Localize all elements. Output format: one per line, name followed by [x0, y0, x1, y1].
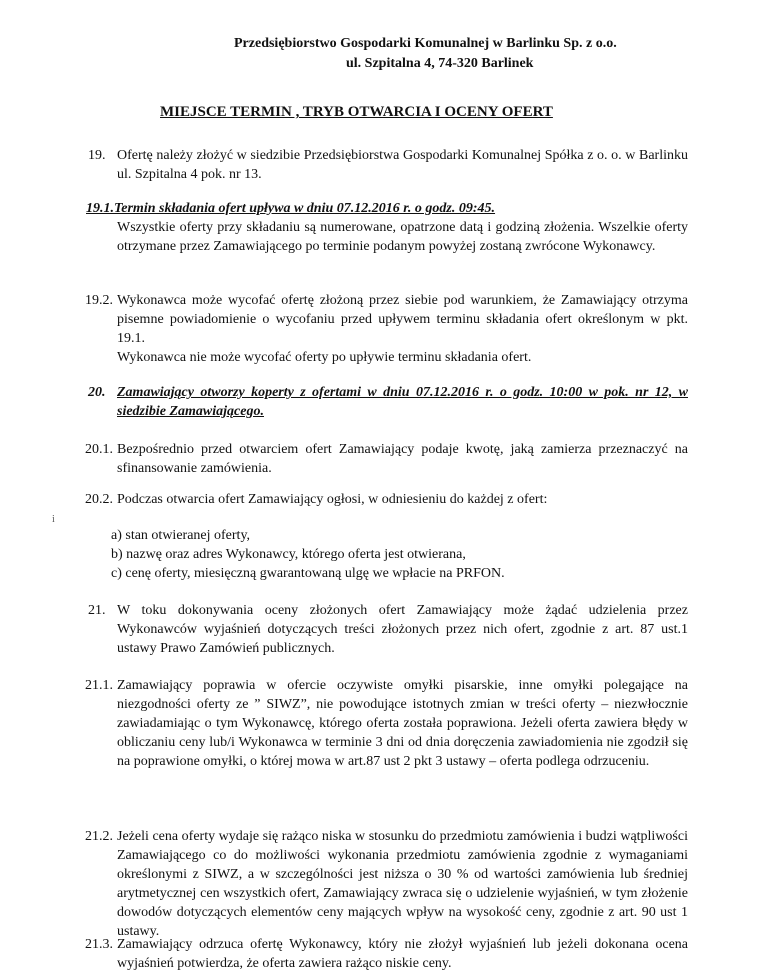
section-21-number: 21.: [88, 603, 106, 618]
list-item: b) nazwę oraz adres Wykonawcy, którego oferta jest otwierana,: [111, 547, 466, 562]
section-20-number: 20.: [88, 385, 106, 400]
section-21-text: W toku dokonywania oceny złożonych ofert Zamawiający może żądać udzielenia przez Wykonawców wyjaśnień dotyczących treści złożonych przez nich ofert, zgodnie z art. 87 ust.1 ustawy Prawo Zamówień publicznych.: [117, 603, 688, 656]
section-19-number: 19.: [88, 148, 106, 163]
section-20-heading: Zamawiający otworzy koperty z ofertami w dniu 07.12.2016 r. o godz. 10:00 w pok. nr 12, w siedzibie Zamawiającego.: [117, 385, 688, 419]
section-21-2-number: 21.2.: [85, 829, 113, 844]
section-21-2-text: Jeżeli cena oferty wydaje się rażąco niska w stosunku do przedmiotu zamówienia i budzi wątpliwości Zamawiającego co do możliwości wykonania przedmiotu zamówienia zgodnie z wymaganiami określonymi z SIWZ, a w szczególności jest niższa o 30 % od wartości zamówienia lub średniej arytmetycznej cen wszystkich ofert, Zamawiający zwraca się o udzielenie wyjaśnień, w tym złożenie dowodów dotyczących elementów ceny mających wpływ na wysokość ceny, zgodnie z art. 90 ust 1 ustawy.: [117, 829, 688, 939]
section-19-2-text: Wykonawca może wycofać ofertę złożoną przez siebie pod warunkiem, że Zamawiający otrzyma pisemne powiadomienie o wycofaniu przed upływem terminu składania ofert określonym w pkt. 19.1.: [117, 293, 688, 346]
page-title: MIEJSCE TERMIN , TRYB OTWARCIA I OCENY OFERT: [160, 104, 553, 120]
section-19-2-text2: Wykonawca nie może wycofać oferty po upływie terminu składania ofert.: [117, 350, 532, 365]
section-21-1-text: Zamawiający poprawia w ofercie oczywiste omyłki pisarskie, inne omyłki polegające na niezgodności oferty ze ” SIWZ”, nie powodujące istotnych zmian w treści oferty – niezwłocznie zawiadamiając o tym Wykonawcę, którego oferta została poprawiona. Jeżeli oferta zawiera błędy w obliczaniu ceny lub/i Wykonawca w terminie 3 dni od dnia doręczenia zawiadomienia nie zgodził się na poprawione omyłki, o której mowa w art.87 ust 2 pkt 3 ustawy – oferta podlega odrzuceniu.: [117, 678, 688, 769]
section-21-1-number: 21.1.: [85, 678, 113, 693]
margin-mark: i: [52, 514, 55, 525]
section-19-text: Ofertę należy złożyć w siedzibie Przedsiębiorstwa Gospodarki Komunalnej Spółka z o. o. w Barlinku ul. Szpitalna 4 pok. nr 13.: [117, 148, 688, 182]
section-19-1-heading: 19.1.Termin składania ofert upływa w dniu 07.12.2016 r. o godz. 09:45.: [86, 201, 496, 216]
company-address: ul. Szpitalna 4, 74-320 Barlinek: [346, 56, 534, 71]
section-21-3-number: 21.3.: [85, 937, 113, 952]
company-name: Przedsiębiorstwo Gospodarki Komunalnej w Barlinku Sp. z o.o.: [234, 36, 617, 51]
section-20-2-number: 20.2.: [85, 492, 113, 507]
section-20-1-number: 20.1.: [85, 442, 113, 457]
list-item: a) stan otwieranej oferty,: [111, 528, 251, 543]
list-item: c) cenę oferty, miesięczną gwarantowaną ulgę we wpłacie na PRFON.: [111, 566, 505, 581]
section-20-2-text: Podczas otwarcia ofert Zamawiający ogłosi, w odniesieniu do każdej z ofert:: [117, 492, 548, 507]
section-20-1-text: Bezpośrednio przed otwarciem ofert Zamawiający podaje kwotę, jaką zamierza przeznaczyć na sfinansowanie zamówienia.: [117, 442, 688, 476]
section-21-3-text: Zamawiający odrzuca ofertę Wykonawcy, który nie złożył wyjaśnień lub jeżeli dokonana ocena wyjaśnień potwierdza, że oferta zawiera rażąco niskie ceny.: [117, 937, 688, 971]
section-19-1-text: Wszystkie oferty przy składaniu są numerowane, opatrzone datą i godziną złożenia. Wszelkie oferty otrzymane przez Zamawiającego po terminie podanym powyżej zostaną zwrócone Wykonawcy.: [117, 220, 688, 254]
section-19-2-number: 19.2.: [85, 293, 113, 308]
